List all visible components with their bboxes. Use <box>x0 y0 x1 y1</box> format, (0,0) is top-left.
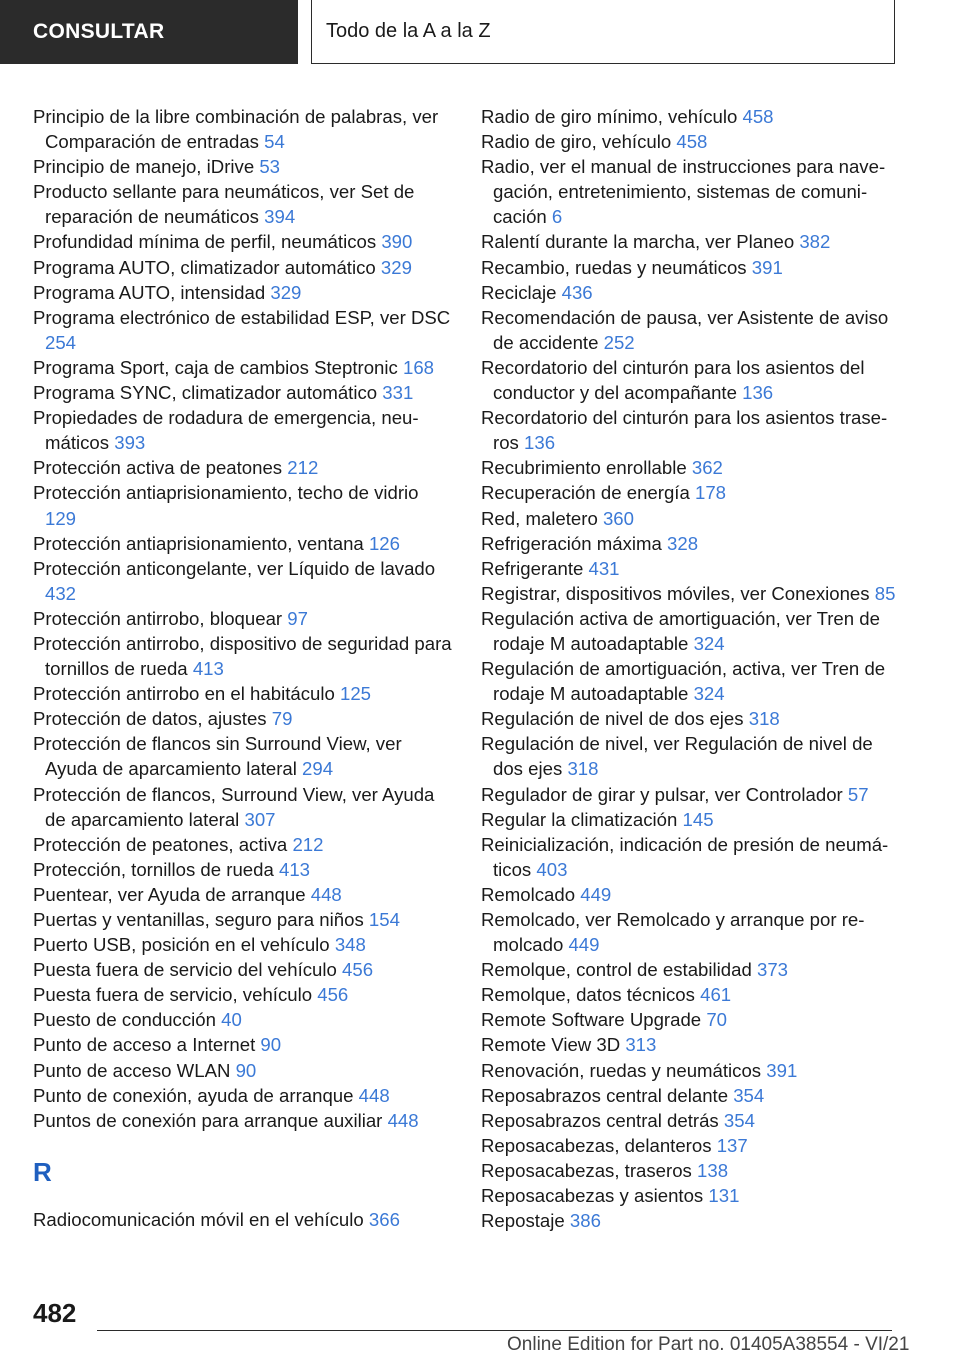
index-entry-page-link[interactable]: 318 <box>748 708 780 730</box>
index-entry <box>33 455 453 480</box>
index-entry-term: Puentear, ver Ayuda de arranque <box>33 883 306 905</box>
index-entry-page-link[interactable]: 432 <box>45 582 77 604</box>
index-entry-page-link[interactable]: 362 <box>691 457 723 479</box>
index-entry <box>33 1032 453 1057</box>
index-entry <box>481 455 901 480</box>
index-entry-term: Punto de acceso a Internet <box>33 1034 256 1056</box>
index-entry <box>33 606 453 631</box>
index-entry-page-link[interactable]: 373 <box>756 959 789 981</box>
index-entry-term: Protección activa de peatones <box>33 457 283 479</box>
index-entry-page-link[interactable]: 458 <box>676 131 708 153</box>
index-entry <box>33 154 453 179</box>
index-entry <box>33 1007 453 1032</box>
index-entry <box>481 606 901 656</box>
index-entry-term: Principio de manejo, iDrive <box>33 156 255 178</box>
index-entry-page-link[interactable]: 461 <box>700 984 732 1006</box>
index-entry-term: Puesto de conducción <box>33 1009 216 1031</box>
index-entry-page-link[interactable]: 449 <box>568 934 600 956</box>
index-entry <box>33 1108 453 1133</box>
index-entry-page-link[interactable]: 138 <box>697 1159 729 1181</box>
index-entry-page-link[interactable]: 448 <box>387 1109 419 1131</box>
index-column-left <box>33 104 453 1232</box>
index-entry <box>481 1183 901 1208</box>
index-entry-page-link[interactable]: 70 <box>706 1009 727 1031</box>
index-entry <box>33 531 453 556</box>
index-entry-term: Recordatorio del cinturón para los asientos del conductor y del acompañante <box>481 356 865 404</box>
index-entry <box>481 1158 901 1183</box>
index-entry-page-link[interactable]: 126 <box>368 532 400 554</box>
index-entry-page-link[interactable]: 394 <box>264 206 296 228</box>
index-entry <box>33 907 453 932</box>
index-entry <box>481 1133 901 1158</box>
page-title: Todo de la A a la Z <box>311 0 895 64</box>
index-entry-term: Refrigerante <box>481 557 584 579</box>
index-entry-term: Reposacabezas, traseros <box>481 1159 692 1181</box>
index-entry-term: Recambio, ruedas y neumáticos <box>481 256 747 278</box>
index-entry-term: Regular la climatización <box>481 808 678 830</box>
index-entry-term: Programa Sport, caja de cambios Steptronic <box>33 356 398 378</box>
index-entry <box>481 305 901 355</box>
edition-footer: Online Edition for Part no. 01405A38554 - VI/21 <box>507 1334 910 1355</box>
index-entry-page-link[interactable]: 328 <box>667 532 699 554</box>
index-entry-term: Remolcado <box>481 883 576 905</box>
index-entry-page-link[interactable]: 168 <box>403 356 435 378</box>
index-entry-page-link[interactable]: 254 <box>45 331 77 353</box>
index-entry-term: Radiocomunicación móvil en el vehículo <box>33 1208 364 1230</box>
index-entry-page-link[interactable]: 386 <box>569 1210 601 1232</box>
index-entry <box>33 957 453 982</box>
index-entry-page-link[interactable]: 6 <box>551 206 563 228</box>
index-entry <box>33 305 453 355</box>
index-entry-term: Remolque, control de estabilidad <box>481 959 752 981</box>
index-entry-term: Repostaje <box>481 1210 565 1232</box>
index-entry <box>481 807 901 832</box>
index-entry-term: Recubrimiento enrollable <box>481 457 687 479</box>
index-entry-page-link[interactable]: 431 <box>588 557 620 579</box>
index-entry-page-link[interactable]: 90 <box>260 1034 282 1056</box>
index-entry-page-link[interactable]: 40 <box>221 1009 242 1031</box>
index-entry-term: Remote View 3D <box>481 1034 621 1056</box>
index-entry-term: Programa electrónico de estabilidad ESP, ver DSC <box>33 306 451 328</box>
index-entry-term: Radio de giro mínimo, vehículo <box>481 106 738 127</box>
index-entry-term: Protección antirrobo en el habitáculo <box>33 683 335 705</box>
index-entry-page-link[interactable]: 252 <box>603 331 635 353</box>
index-entry <box>33 706 453 731</box>
index-entry-page-link[interactable]: 413 <box>192 658 224 680</box>
index-entry <box>481 556 901 581</box>
index-entry <box>33 255 453 280</box>
index-entry-term: Renovación, ruedas y neumáticos <box>481 1059 762 1081</box>
index-list-left-r <box>33 1207 453 1232</box>
index-entry-page-link[interactable]: 393 <box>114 432 146 454</box>
index-entry-term: Recordatorio del cinturón para los asientos traseros <box>481 407 888 454</box>
index-entry-term: Remote Software Upgrade <box>481 1009 702 1031</box>
index-entry-page-link[interactable]: 403 <box>536 858 568 880</box>
index-entry <box>481 982 901 1007</box>
index-entry-page-link[interactable]: 136 <box>524 432 556 454</box>
index-entry <box>481 531 901 556</box>
index-entry-page-link[interactable]: 178 <box>694 482 727 504</box>
index-entry-page-link[interactable]: 366 <box>368 1208 400 1230</box>
index-entry-term: Regulación de amortiguación, activa, ver Tren de rodaje M autoadaptable <box>481 658 886 705</box>
index-entry <box>33 1207 453 1232</box>
index-entry-term: Protección de peatones, activa <box>33 833 288 855</box>
index-entry <box>33 681 453 706</box>
index-entry-term: Producto sellante para neumáticos, ver Set de reparación de neumáticos <box>33 181 415 228</box>
index-entry-term: Remolque, datos técnicos <box>481 984 695 1006</box>
index-entry-term: Recuperación de energía <box>481 482 690 504</box>
index-entry <box>33 631 453 681</box>
index-entry-term: Protección anticongelante, ver Líquido de lavado <box>33 557 436 579</box>
index-entry-term: Programa AUTO, climatizador automático <box>33 256 376 278</box>
index-entry <box>481 1208 901 1233</box>
index-entry-page-link[interactable]: 391 <box>766 1059 798 1081</box>
index-entry-page-link[interactable]: 79 <box>271 708 293 730</box>
index-entry-term: Reposabrazos central delante <box>481 1084 729 1106</box>
index-entry-page-link[interactable]: 448 <box>358 1084 390 1106</box>
index-entry <box>481 1083 901 1108</box>
index-entry-page-link[interactable]: 329 <box>270 281 302 303</box>
index-entry-page-link[interactable]: 318 <box>567 758 599 780</box>
index-entry-term: Protección antiaprisionamiento, techo de vidrio <box>33 482 419 504</box>
index-entry <box>33 731 453 781</box>
index-entry <box>33 782 453 832</box>
index-entry-term: Punto de acceso WLAN <box>33 1059 231 1081</box>
index-list-right <box>481 104 901 1233</box>
index-entry-term: Recomendación de pausa, ver Asistente de aviso de accidente <box>481 306 889 353</box>
index-entry <box>33 179 453 229</box>
index-entry-term: Remolcado, ver Remolcado y arranque por remolcado <box>481 909 865 956</box>
index-entry-page-link[interactable]: 145 <box>682 808 714 830</box>
index-entry-page-link[interactable]: 324 <box>693 632 725 654</box>
index-entry-term: Protección antirrobo, dispositivo de seguridad para tornillos de rueda <box>33 632 452 680</box>
index-entry-term: Regulación activa de amortiguación, ver Tren de rodaje M autoadaptable <box>481 607 880 654</box>
index-entry <box>481 656 901 706</box>
index-entry-page-link[interactable]: 354 <box>723 1109 755 1131</box>
index-entry-term: Punto de conexión, ayuda de arranque <box>33 1084 354 1106</box>
index-entry-term: Reciclaje <box>481 281 557 303</box>
index-entry <box>481 957 901 982</box>
index-entry <box>481 405 901 455</box>
index-entry <box>481 882 901 907</box>
index-entry-term: Red, maletero <box>481 507 598 529</box>
index-entry <box>481 129 901 154</box>
index-entry-term: Refrigeración máxima <box>481 532 662 554</box>
section-letter: R <box>33 1156 52 1187</box>
index-entry <box>481 731 901 781</box>
index-entry-page-link[interactable]: 331 <box>382 382 414 404</box>
index-list-left <box>33 104 453 1133</box>
index-entry-term: Protección de flancos, Surround View, ver Ayuda de aparcamiento lateral <box>33 783 435 830</box>
index-entry-page-link[interactable]: 413 <box>279 858 311 880</box>
index-entry-page-link[interactable]: 354 <box>733 1084 765 1106</box>
index-entry <box>481 154 901 229</box>
index-entry <box>481 280 901 305</box>
index-entry-term: Reposabrazos central detrás <box>481 1109 719 1131</box>
index-entry <box>33 229 453 254</box>
index-entry <box>481 355 901 405</box>
index-entry-term: Profundidad mínima de perfil, neumáticos <box>33 231 377 253</box>
index-entry-page-link[interactable]: 456 <box>342 959 374 981</box>
index-entry-page-link[interactable]: 294 <box>302 758 334 780</box>
index-entry-page-link[interactable]: 313 <box>625 1034 657 1056</box>
index-entry-page-link[interactable]: 53 <box>259 156 281 178</box>
index-entry <box>33 405 453 455</box>
index-entry-page-link[interactable]: 212 <box>287 457 319 479</box>
index-entry-page-link[interactable]: 154 <box>368 909 400 930</box>
section-tab[interactable]: CONSULTAR <box>0 0 298 64</box>
index-entry <box>481 706 901 731</box>
index-entry-page-link[interactable]: 348 <box>334 934 366 956</box>
index-entry-page-link[interactable]: 456 <box>317 984 349 1006</box>
index-column-right <box>481 104 901 1233</box>
index-entry-page-link[interactable]: 448 <box>310 883 342 905</box>
index-entry-page-link[interactable]: 131 <box>708 1185 740 1207</box>
index-entry <box>481 104 901 129</box>
index-entry-page-link[interactable]: 129 <box>45 507 77 529</box>
index-entry <box>481 1007 901 1032</box>
index-entry-page-link[interactable]: 391 <box>751 256 783 278</box>
index-entry-page-link[interactable]: 458 <box>742 106 774 127</box>
index-entry-page-link[interactable]: 382 <box>799 231 831 253</box>
index-entry <box>481 581 901 606</box>
index-entry <box>33 556 453 606</box>
index-entry-page-link[interactable]: 57 <box>847 783 869 805</box>
index-entry-term: Regulación de nivel de dos ejes <box>481 708 744 730</box>
index-entry-page-link[interactable]: 136 <box>742 382 774 404</box>
index-entry-term: Protección de flancos sin Surround View, ver Ayuda de aparcamiento lateral <box>33 733 402 780</box>
index-entry <box>33 1083 453 1108</box>
index-entry-term: Principio de la libre combinación de palabras, ver Comparación de entradas <box>33 106 439 153</box>
index-entry-page-link[interactable]: 90 <box>235 1059 257 1081</box>
index-entry <box>481 1058 901 1083</box>
index-entry-term: Puesta fuera de servicio, vehículo <box>33 984 313 1006</box>
index-entry-term: Protección de datos, ajustes <box>33 708 267 730</box>
index-entry-term: Reposacabezas, delanteros <box>481 1134 712 1156</box>
index-entry <box>33 832 453 857</box>
index-entry-term: Reinicialización, indicación de presión de neumáticos <box>481 833 889 880</box>
index-entry-term: Radio, ver el manual de instrucciones para navegación, entretenimiento, sistemas de comunicación <box>481 156 886 228</box>
index-entry <box>33 932 453 957</box>
index-entry-term: Regulación de nivel, ver Regulación de nivel de dos ejes <box>481 733 873 780</box>
index-entry-term: Protección, tornillos de rueda <box>33 858 274 880</box>
index-entry-term: Protección antirrobo, bloquear <box>33 607 283 629</box>
index-entry <box>481 832 901 882</box>
index-entry <box>481 480 901 505</box>
index-entry-term: Puntos de conexión para arranque auxiliar <box>33 1109 383 1131</box>
index-entry-term: Puerto USB, posición en el vehículo <box>33 934 330 956</box>
index-entry <box>481 1032 901 1057</box>
index-entry-page-link[interactable]: 54 <box>264 131 285 153</box>
index-entry-page-link[interactable]: 390 <box>381 231 413 253</box>
index-entry-page-link[interactable]: 329 <box>380 256 412 278</box>
index-entry-page-link[interactable]: 324 <box>693 683 725 705</box>
index-entry <box>33 480 453 530</box>
index-entry-page-link[interactable]: 360 <box>602 507 634 529</box>
index-entry <box>33 355 453 380</box>
index-entry <box>33 982 453 1007</box>
index-entry <box>33 1058 453 1083</box>
index-entry <box>481 1108 901 1133</box>
index-entry-term: Puesta fuera de servicio del vehículo <box>33 959 337 981</box>
index-entry-term: Ralentí durante la marcha, ver Planeo <box>481 231 795 253</box>
index-entry-page-link[interactable]: 212 <box>292 833 324 855</box>
index-entry <box>481 782 901 807</box>
index-entry-page-link[interactable]: 137 <box>716 1134 748 1156</box>
index-entry <box>481 255 901 280</box>
index-entry <box>481 229 901 254</box>
index-entry-term: Radio de giro, vehículo <box>481 131 672 153</box>
index-entry-term: Programa AUTO, intensidad <box>33 281 266 303</box>
index-entry <box>481 907 901 957</box>
index-entry <box>33 104 453 154</box>
index-entry <box>481 506 901 531</box>
index-entry-page-link[interactable]: 436 <box>561 281 593 303</box>
index-entry-term: Reposacabezas y asientos <box>481 1185 704 1207</box>
index-entry-term: Puertas y ventanillas, seguro para niños <box>33 909 364 930</box>
index-entry-term: Protección antiaprisionamiento, ventana <box>33 532 364 554</box>
index-entry-term: Registrar, dispositivos móviles, ver Conexiones <box>481 582 870 604</box>
index-entry-term: Regulador de girar y pulsar, ver Controlador <box>481 783 843 805</box>
page-number: 482 <box>33 1298 77 1328</box>
index-entry <box>33 857 453 882</box>
index-entry <box>33 882 453 907</box>
index-entry-term: Programa SYNC, climatizador automático <box>33 382 378 404</box>
index-entry-page-link[interactable]: 125 <box>340 683 372 705</box>
index-entry-page-link[interactable]: 449 <box>580 883 612 905</box>
index-entry-term: Propiedades de rodadura de emergencia, neumáticos <box>33 407 419 454</box>
index-entry-page-link[interactable]: 85 <box>874 582 896 604</box>
index-entry <box>33 280 453 305</box>
index-entry <box>33 380 453 405</box>
index-entry-page-link[interactable]: 97 <box>287 607 308 629</box>
index-entry-page-link[interactable]: 307 <box>244 808 276 830</box>
footer-divider <box>97 1330 892 1331</box>
